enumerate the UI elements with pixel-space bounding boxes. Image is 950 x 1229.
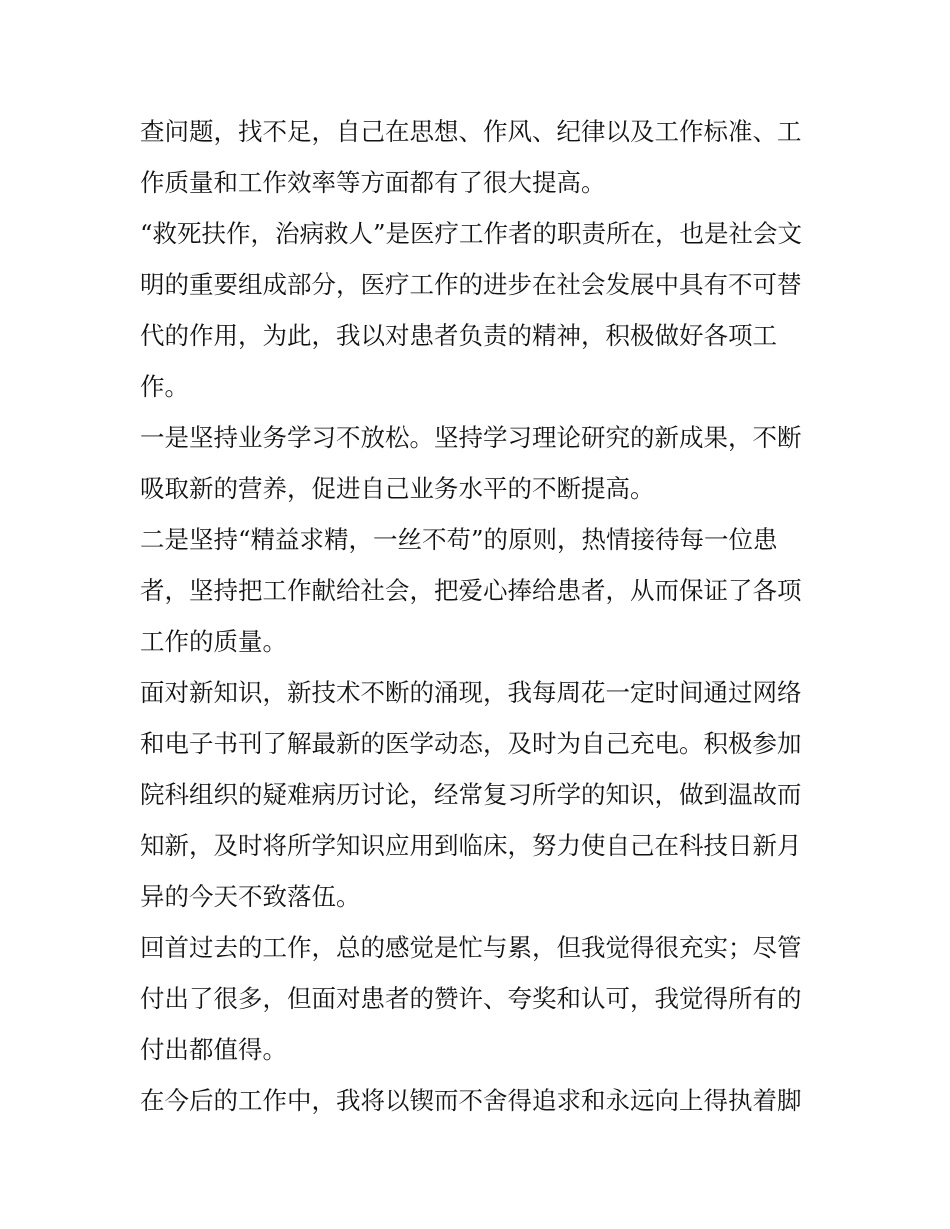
paragraph-3: 一是坚持业务学习不放松。坚持学习理论研究的新成果，不断吸取新的营养，促进自己业务水平的不断提高。 <box>140 423 802 503</box>
paragraph-1: 查问题，找不足，自己在思想、作风、纪律以及工作标准、工作质量和工作效率等方面都有了很大提高。 <box>140 117 802 197</box>
paragraph-5: 面对新知识，新技术不断的涌现，我每周花一定时间通过网络和电子书刊了解最新的医学动态，及时为自己充电。积极参加院科组织的疑难病历讨论，经常复习所学的知识，做到温故而知新，及时将所学知识应用到临床，努力使自己在科技日新月异的今天不致落伍。 <box>140 678 802 911</box>
paragraph-6: 回首过去的工作，总的感觉是忙与累，但我觉得很充实；尽管付出了很多，但面对患者的赞许、夸奖和认可，我觉得所有的付出都值得。 <box>140 933 802 1064</box>
document-body <box>140 106 816 1126</box>
paragraph-2: “救死扶作，治病救人”是医疗工作者的职责所在，也是社会文明的重要组成部分，医疗工作的进步在社会发展中具有不可替代的作用，为此，我以对患者负责的精神，积极做好各项工作。 <box>140 219 803 401</box>
paragraph-4: 二是坚持“精益求精，一丝不苟”的原则，热情接待每一位患者，坚持把工作献给社会，把爱心捧给患者，从而保证了各项工作的质量。 <box>140 525 802 656</box>
paragraph-7: 在今后的工作中，我将以锲而不舍得追求和永远向上得执着脚 <box>140 1086 802 1115</box>
